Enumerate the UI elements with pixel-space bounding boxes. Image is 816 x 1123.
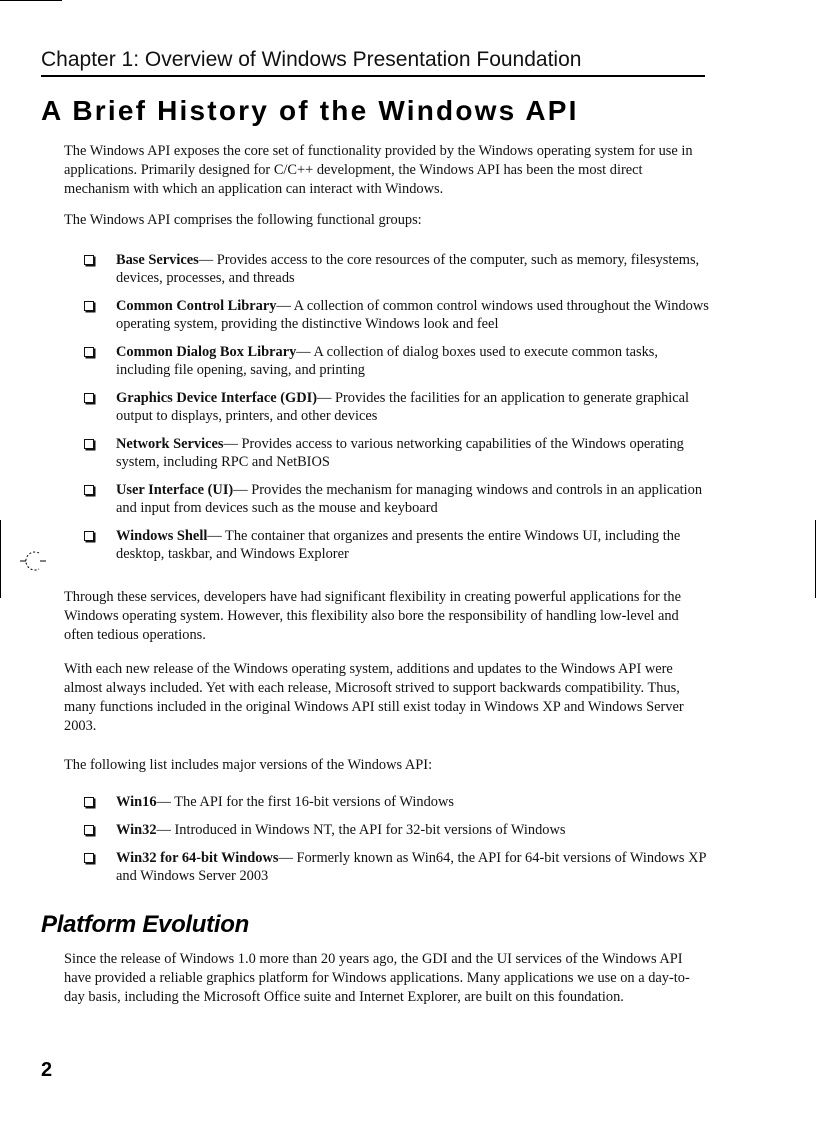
checkbox-bullet-icon [84, 255, 94, 265]
list-item-term: Windows Shell [116, 528, 208, 544]
list-item [64, 849, 709, 885]
list-item-term: Win32 for 64-bit Windows [116, 850, 279, 866]
checkbox-bullet-icon [84, 531, 94, 541]
checkbox-bullet-icon [84, 853, 94, 863]
registration-mark-icon [20, 550, 46, 572]
list-item-desc: — A collection of dialog boxes used to execute common tasks, including file opening, saving, and printing [116, 344, 658, 378]
functional-groups-list [64, 251, 709, 573]
page-number: 2 [41, 1059, 53, 1081]
services-paragraph: Through these services, developers have had significant flexibility in creating powerful applications for the Windows operating system. However, this flexibility also bore the responsibility of handling low-level and often tedious operations. [64, 589, 681, 643]
list-item [64, 389, 709, 425]
list-item-desc: — A collection of common control windows used throughout the Windows operating system, providing the distinctive Windows look and feel [116, 298, 709, 332]
list-item-desc: — The API for the first 16-bit versions of Windows [156, 794, 454, 810]
list-item-desc: — Provides access to the core resources of the computer, such as memory, filesystems, devices, processes, and threads [116, 252, 700, 286]
list-item-term: User Interface (UI) [116, 482, 234, 498]
list-item-desc: — Provides the mechanism for managing windows and controls in an application and input from devices such as the mouse and keyboard [116, 482, 703, 516]
list-item-desc: — Introduced in Windows NT, the API for 32-bit versions of Windows [156, 822, 566, 838]
section-title: A Brief History of the Windows API [41, 95, 579, 126]
groups-intro-paragraph: The Windows API comprises the following functional groups: [64, 212, 422, 228]
list-item [64, 527, 709, 563]
crop-mark-top [0, 0, 62, 1]
checkbox-bullet-icon [84, 485, 94, 495]
checkbox-bullet-icon [84, 393, 94, 403]
list-item [64, 343, 709, 379]
platform-paragraph: Since the release of Windows 1.0 more than 20 years ago, the GDI and the UI services of the Windows API have provided a reliable graphics platform for Windows applications. Many applications we use on a day-to-day basis, including the Microsoft Office suite and Internet Explorer, are built on this foundation. [64, 951, 690, 1005]
subsection-title: Platform Evolution [41, 911, 249, 938]
checkbox-bullet-icon [84, 439, 94, 449]
list-item [64, 821, 709, 839]
list-item-desc: — The container that organizes and presents the entire Windows UI, including the desktop, taskbar, and Windows Explorer [116, 528, 681, 562]
list-item-term: Win16 [116, 794, 157, 810]
versions-intro-paragraph: The following list includes major versions of the Windows API: [64, 757, 433, 773]
crop-mark-left [0, 520, 1, 598]
list-item-term: Common Dialog Box Library [116, 344, 297, 360]
api-versions-list [64, 793, 709, 895]
list-item-term: Win32 [116, 822, 157, 838]
list-item [64, 793, 709, 811]
list-item [64, 435, 709, 471]
list-item [64, 297, 709, 333]
list-item-desc: — Provides the facilities for an application to generate graphical output to displays, printers, and other devices [116, 390, 690, 424]
list-item-desc: — Formerly known as Win64, the API for 64-bit versions of Windows XP and Windows Server 2003 [116, 850, 706, 884]
checkbox-bullet-icon [84, 347, 94, 357]
list-item-term: Network Services [116, 436, 224, 452]
list-item [64, 481, 709, 517]
releases-paragraph: With each new release of the Windows operating system, additions and updates to the Windows API were almost always included. Yet with each release, Microsoft strived to support backwards compatibility. Thus, many functions included in the original Windows API still exist today in Windows XP and Windows Server 2003. [64, 661, 684, 734]
list-item [64, 251, 709, 287]
list-item-desc: — Provides access to various networking capabilities of the Windows operating system, including RPC and NetBIOS [116, 436, 684, 470]
checkbox-bullet-icon [84, 797, 94, 807]
checkbox-bullet-icon [84, 825, 94, 835]
list-item-term: Graphics Device Interface (GDI) [116, 390, 318, 406]
list-item-term: Base Services [116, 252, 199, 268]
checkbox-bullet-icon [84, 301, 94, 311]
intro-paragraph: The Windows API exposes the core set of functionality provided by the Windows operating system for use in applications. Primarily designed for C/C++ development, the Windows API has been the most direct mechanism with which an application can interact with Windows. [64, 143, 693, 197]
list-item-term: Common Control Library [116, 298, 277, 314]
running-head: Chapter 1: Overview of Windows Presentation Foundation [41, 48, 705, 77]
